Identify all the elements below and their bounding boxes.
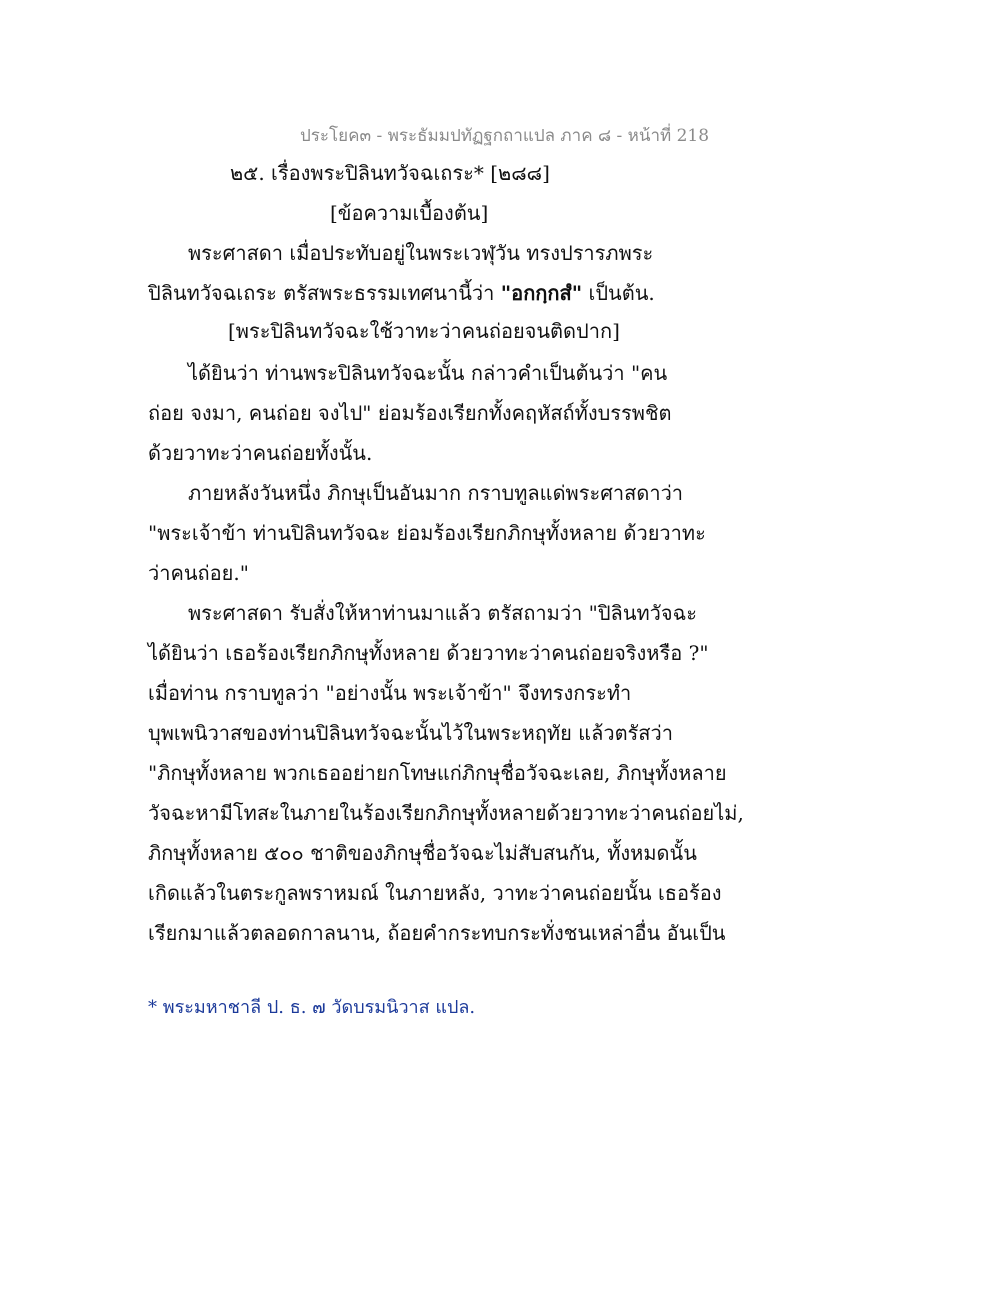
footnote: * พระมหาชาลี ป. ธ. ๗ วัดบรมนิวาส แปล. (148, 997, 476, 1018)
paragraph-2-line-2: ถ่อย จงมา, คนถ่อย จงไป" ย่อมร้องเรียกทั้งคฤหัสถ์ทั้งบรรพชิต (148, 401, 672, 425)
paragraph-1-line-1: พระศาสดา เมื่อประทับอยู่ในพระเวฬุวัน ทรงปรารภพระ (188, 241, 654, 265)
paragraph-4-line-9: เรียกมาแล้วตลอดกาลนาน, ถ้อยคำกระทบกระทั่งชนเหล่าอื่น อันเป็น (148, 921, 726, 945)
paragraph-4-line-1: พระศาสดา รับสั่งให้หาท่านมาแล้ว ตรัสถามว่า "ปิลินทวัจฉะ (188, 601, 697, 625)
intro-heading: [ข้อความเบื้องต้น] (330, 201, 489, 225)
paragraph-1-line-2-after: เป็นต้น. (582, 281, 655, 305)
paragraph-1-line-2-before: ปิลินทวัจฉเถระ ตรัสพระธรรมเทศนานี้ว่า (148, 281, 501, 305)
paragraph-2-line-3: ด้วยวาทะว่าคนถ่อยทั้งนั้น. (148, 441, 373, 465)
paragraph-3-line-3: ว่าคนถ่อย." (148, 561, 249, 585)
section-heading: [พระปิลินทวัจฉะใช้วาทะว่าคนถ่อยจนติดปาก] (228, 319, 620, 343)
paragraph-1-line-2 (148, 278, 655, 308)
pali-term: "อกกฺกสํ" (500, 281, 583, 305)
paragraph-4-line-2: ได้ยินว่า เธอร้องเรียกภิกษุทั้งหลาย ด้วยวาทะว่าคนถ่อยจริงหรือ ?" (148, 641, 709, 665)
paragraph-4-line-7: ภิกษุทั้งหลาย ๕๐๐ ชาติของภิกษุชื่อวัจฉะไม่สับสนกัน, ทั้งหมดนั้น (148, 841, 697, 865)
chapter-title: ๒๕. เรื่องพระปิลินทวัจฉเถระ* [๒๘๘] (230, 161, 550, 185)
running-header: ประโยค๓ - พระธัมมปทัฏฐกถาแปล ภาค ๘ - หน้าที่ 218 (300, 126, 710, 146)
paragraph-4-line-3: เมื่อท่าน กราบทูลว่า "อย่างนั้น พระเจ้าข้า" จึงทรงกระทำ (148, 681, 632, 705)
paragraph-3-line-1: ภายหลังวันหนึ่ง ภิกษุเป็นอันมาก กราบทูลแด่พระศาสดาว่า (188, 481, 684, 505)
paragraph-4-line-6: วัจฉะหามีโทสะในภายในร้องเรียกภิกษุทั้งหลายด้วยวาทะว่าคนถ่อยไม่, (148, 801, 744, 825)
paragraph-4-line-8: เกิดแล้วในตระกูลพราหมณ์ ในภายหลัง, วาทะว่าคนถ่อยนั้น เธอร้อง (148, 881, 722, 905)
paragraph-3-line-2: "พระเจ้าข้า ท่านปิลินทวัจฉะ ย่อมร้องเรียกภิกษุทั้งหลาย ด้วยวาทะ (148, 521, 706, 545)
paragraph-4-line-4: บุพเพนิวาสของท่านปิลินทวัจฉะนั้นไว้ในพระหฤทัย แล้วตรัสว่า (148, 721, 673, 745)
paragraph-2-line-1: ได้ยินว่า ท่านพระปิลินทวัจฉะนั้น กล่าวคำเป็นต้นว่า "คน (188, 361, 668, 385)
paragraph-4-line-5: "ภิกษุทั้งหลาย พวกเธออย่ายกโทษแก่ภิกษุชื่อวัจฉะเลย, ภิกษุทั้งหลาย (148, 761, 727, 785)
